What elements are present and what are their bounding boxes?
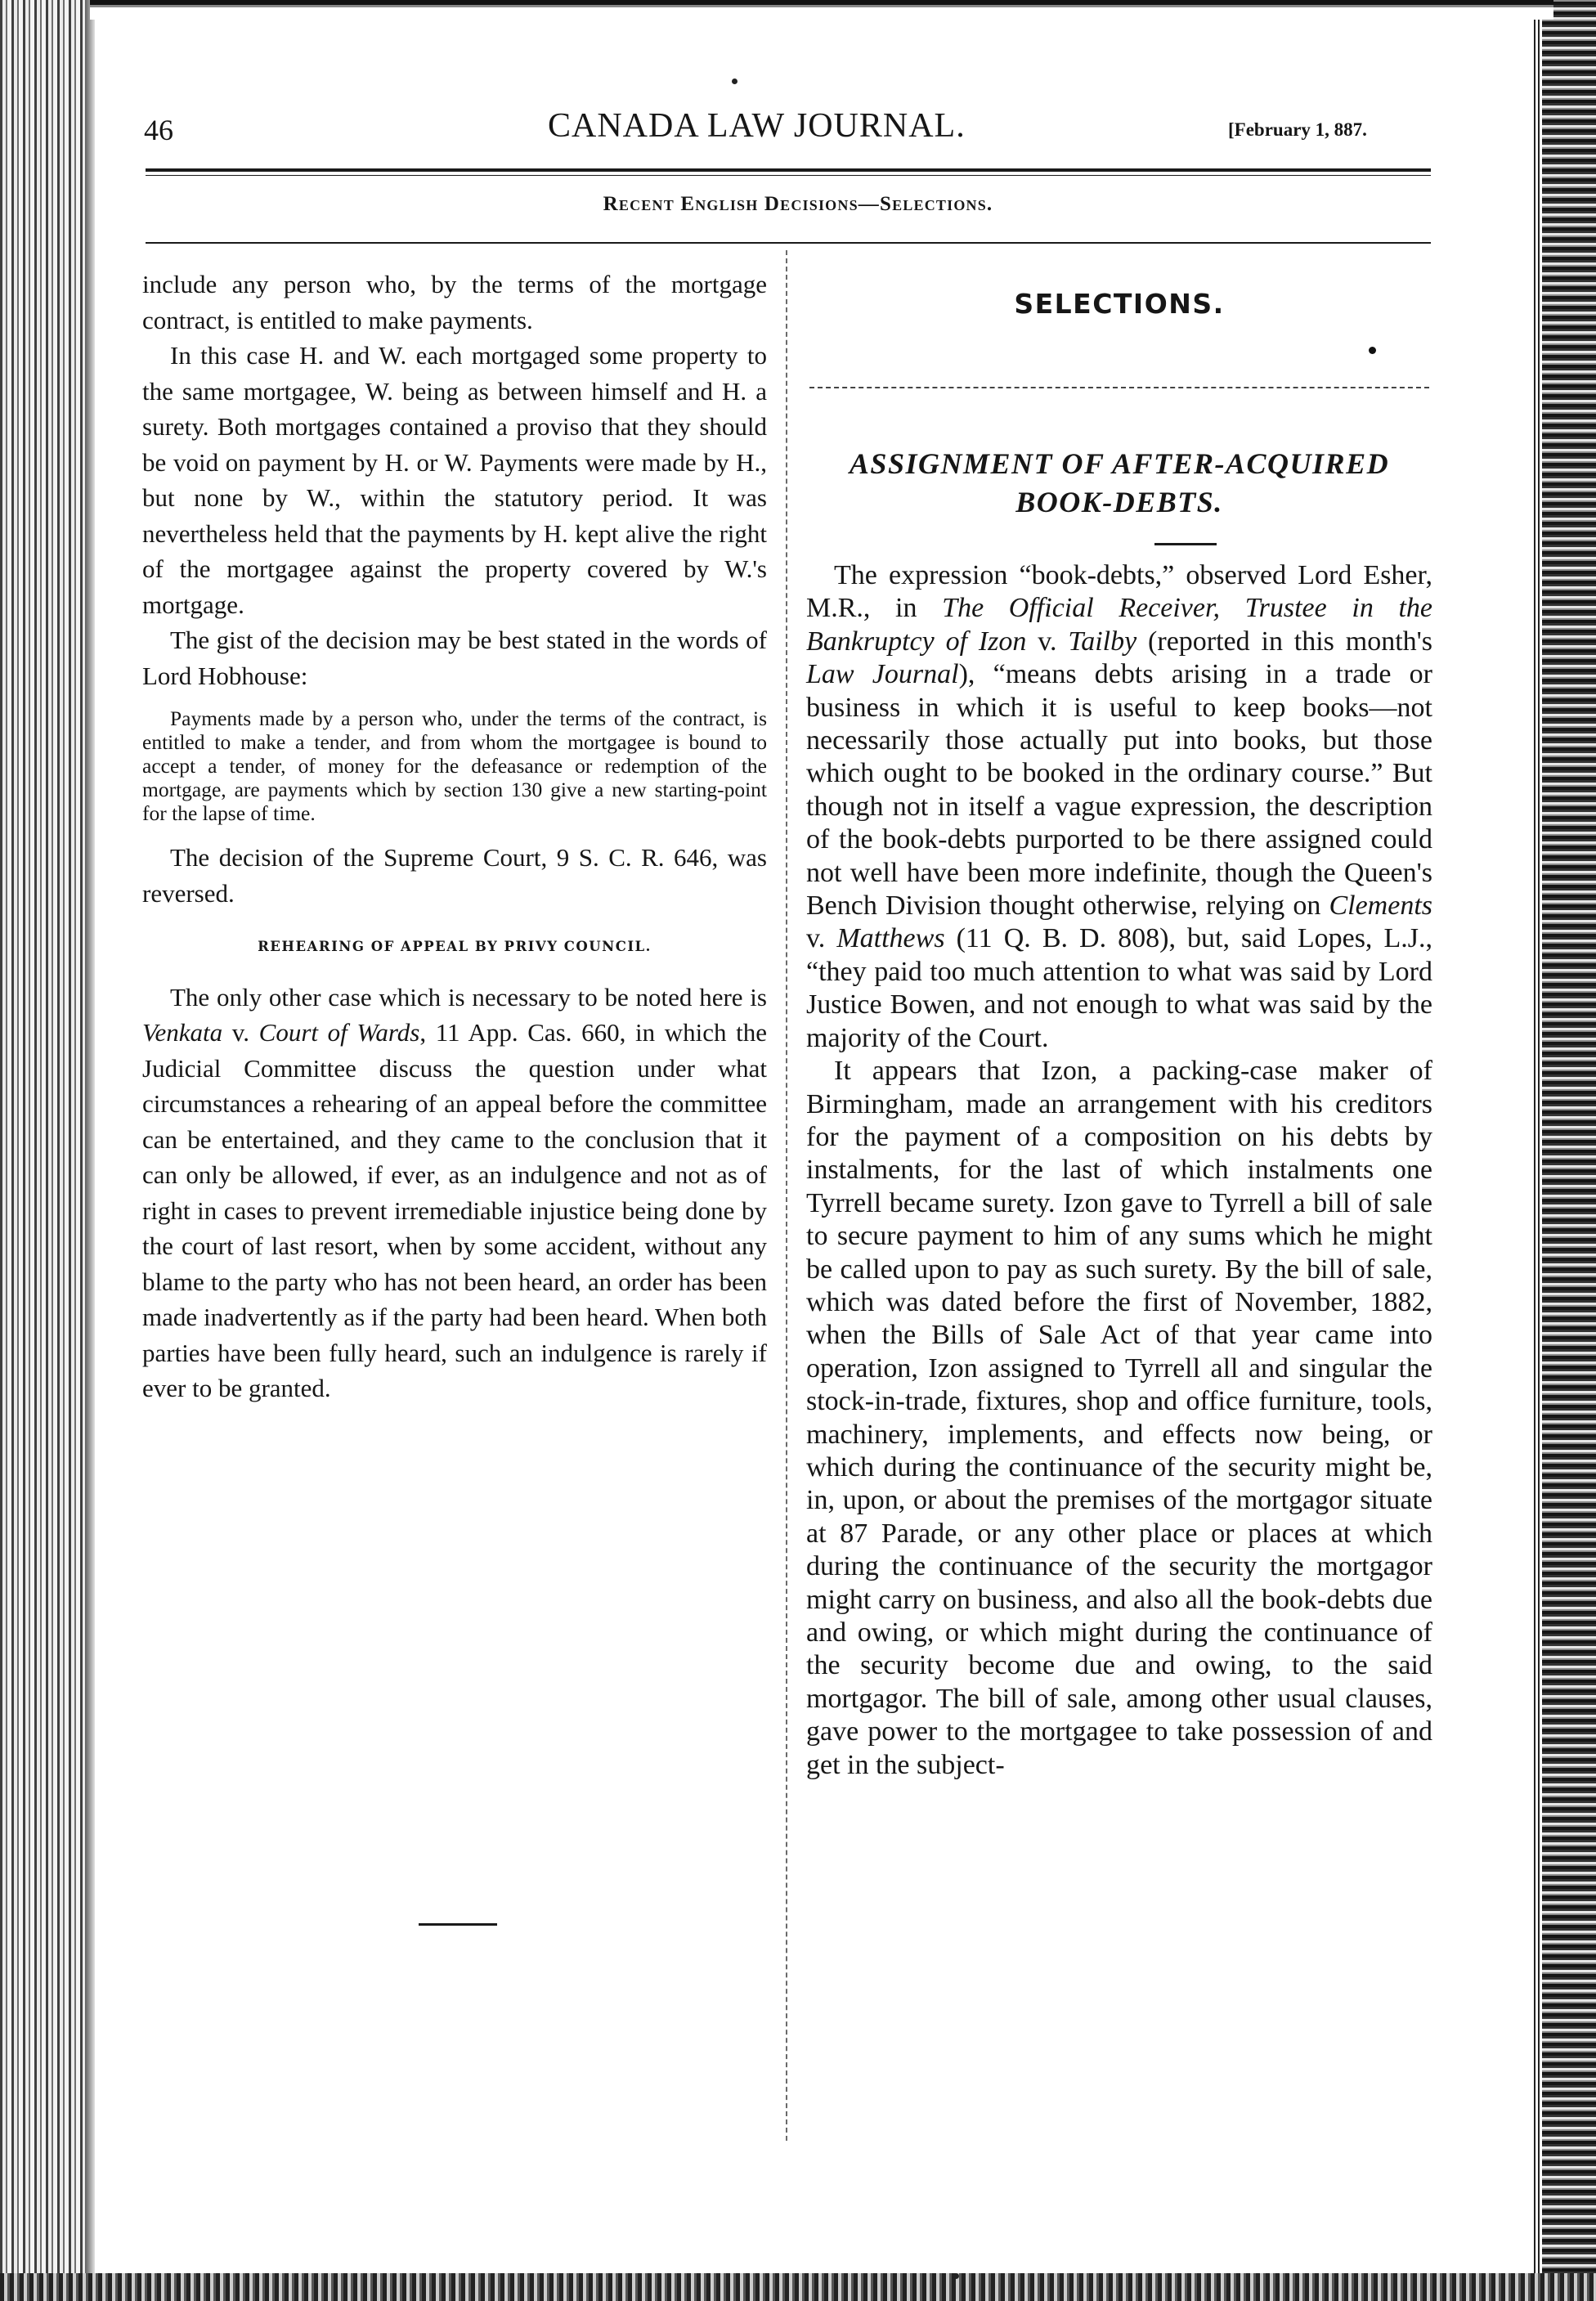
section-rule	[146, 242, 1431, 244]
print-speck	[953, 2273, 959, 2279]
issue-date: [February 1, 887.	[1228, 119, 1367, 140]
case-name: Tailby	[1068, 626, 1137, 657]
paragraph: include any person who, by the terms of the mortgage contract, is entitled to make payments.	[142, 270, 767, 334]
column-divider	[786, 250, 787, 2141]
text-run: ), “means debts arising in a trade or business in which it is useful to keep books—not necessarily those actually put into books, but those which ought to be booked in the ordinary course.” But though not in itself a vague expression, the description of the book-debts purported to be there assigned could not well have been more indefinite, though the Queen's Bench Division thought otherwise, relying on	[806, 659, 1432, 922]
paragraph	[142, 980, 767, 1406]
text-run: (reported in this month's	[1136, 626, 1433, 657]
article-title-line: ASSIGNMENT OF AFTER-ACQUIRED	[849, 447, 1390, 480]
case-name: The Official Receiver, Trustee in the Bankruptcy of Izon	[806, 593, 1432, 657]
section-heading: Recent English Decisions—Selections.	[603, 193, 993, 215]
page-stack-edge	[1542, 0, 1596, 2301]
text-run: v.	[222, 1018, 259, 1047]
paragraph	[806, 559, 1432, 1055]
subheading: REHEARING OF APPEAL BY PRIVY COUNCIL.	[258, 939, 652, 954]
article-title-rule	[1154, 543, 1217, 545]
block-quote: Payments made by a person who, under the terms of the contract, is entitled to make a tender, and from whom the mortgagee is bound to accept a tender, of money for the defeasance or redemption of the mortgage, are payments which by section 130 give a new starting-point for the lapse of time.	[142, 706, 767, 825]
right-column-heading	[806, 288, 1432, 320]
paragraph: It appears that Izon, a packing-case maker of Birmingham, made an arrangement with his creditors for the payment of a composition on his debts by instalments, for the last of which instalments one Tyrrell became surety. Izon gave to Tyrrell a bill of sale to secure payment to him of any sums which he might be called upon to pay as such surety. By the bill of sale, which was dated before the first of November, 1882, when the Bills of Sale Act of that year came into operation, Izon assigned to Tyrrell all and singular the stock-in-trade, fixtures, shop and office furniture, tools, machinery, implements, and effects now being, or which during the continuance of the security might be, in, upon, or about the premises of the mortgagor situate at 87 Parade, or any other place or places at which during the continuance of the security the mortgagor might carry on business, and also all the book-debts due and owing, or which might during the continuance of the security become due and owing, to the said mortgagor. The bill of sale, among other usual clauses, gave power to the mortgagee to take possession of and get in the subject-	[806, 1056, 1432, 1780]
article-title	[806, 445, 1432, 522]
selections-rule	[809, 387, 1429, 388]
bottom-page-edge	[0, 2273, 1596, 2301]
page-number: 46	[144, 114, 173, 146]
end-rule	[419, 1923, 497, 1926]
top-page-edge	[90, 0, 1553, 20]
paragraph: In this case H. and W. each mortgaged some property to the same mortgagee, W. being as between himself and H. a surety. Both mortgages contained a proviso that they should be void on payment by H. or W. Payments were made by H., but none by W., within the statutory period. It was nevertheless held that the payments by H. kept alive the right of the mortgagee against the property covered by W.'s mortgage.	[142, 341, 767, 619]
journal-title: CANADA LAW JOURNAL.	[548, 107, 966, 145]
book-gutter-edge	[0, 0, 95, 2301]
print-speck	[732, 78, 737, 84]
left-column	[142, 267, 767, 1406]
text-run: , 11 App. Cas. 660, in which the Judicial Committee discuss the question under what circumstances a rehearing of an appeal before the committee can be entertained, and they came to the conclusion that it can only be allowed, if ever, as an indulgence and not as of right in cases to prevent irremediable injustice being done by the court of last resort, when by some accident, without any blame to the party who has not been heard, an order has been made inadvertently as if the party had been heard. When both parties have been fully heard, such an indulgence is rarely if ever to be granted.	[142, 1018, 767, 1402]
print-speck	[1369, 347, 1376, 354]
selections-heading: SELECTIONS.	[1014, 288, 1225, 320]
text-run: The expression “book-debts,” observed Lord Esher, M.R., in	[806, 560, 1432, 624]
paragraph: The decision of the Supreme Court, 9 S. C. R. 646, was reversed.	[142, 843, 767, 908]
text-run: v.	[1026, 626, 1069, 657]
text-run: The only other case which is necessary to be noted here is	[170, 982, 767, 1011]
paragraph: The gist of the decision may be best stated in the words of Lord Hobhouse:	[142, 626, 767, 690]
case-name: Court of Wards	[258, 1018, 420, 1047]
article-title-line: BOOK-DEBTS.	[1015, 486, 1223, 518]
article-body	[806, 559, 1432, 1782]
case-name: Venkata	[142, 1018, 223, 1047]
header-rule	[146, 168, 1431, 172]
text-run: v.	[806, 923, 837, 954]
header-rule-thin	[146, 175, 1431, 176]
case-name: Matthews	[836, 923, 945, 954]
journal-name: Law Journal	[806, 659, 959, 690]
text-run: (11 Q. B. D. 808), but, said Lopes, L.J., “they paid too much attention to what was said by Lord Justice Bowen, and not enough to what was said by the majority of the Court.	[806, 923, 1432, 1053]
case-name: Clements	[1329, 890, 1432, 922]
